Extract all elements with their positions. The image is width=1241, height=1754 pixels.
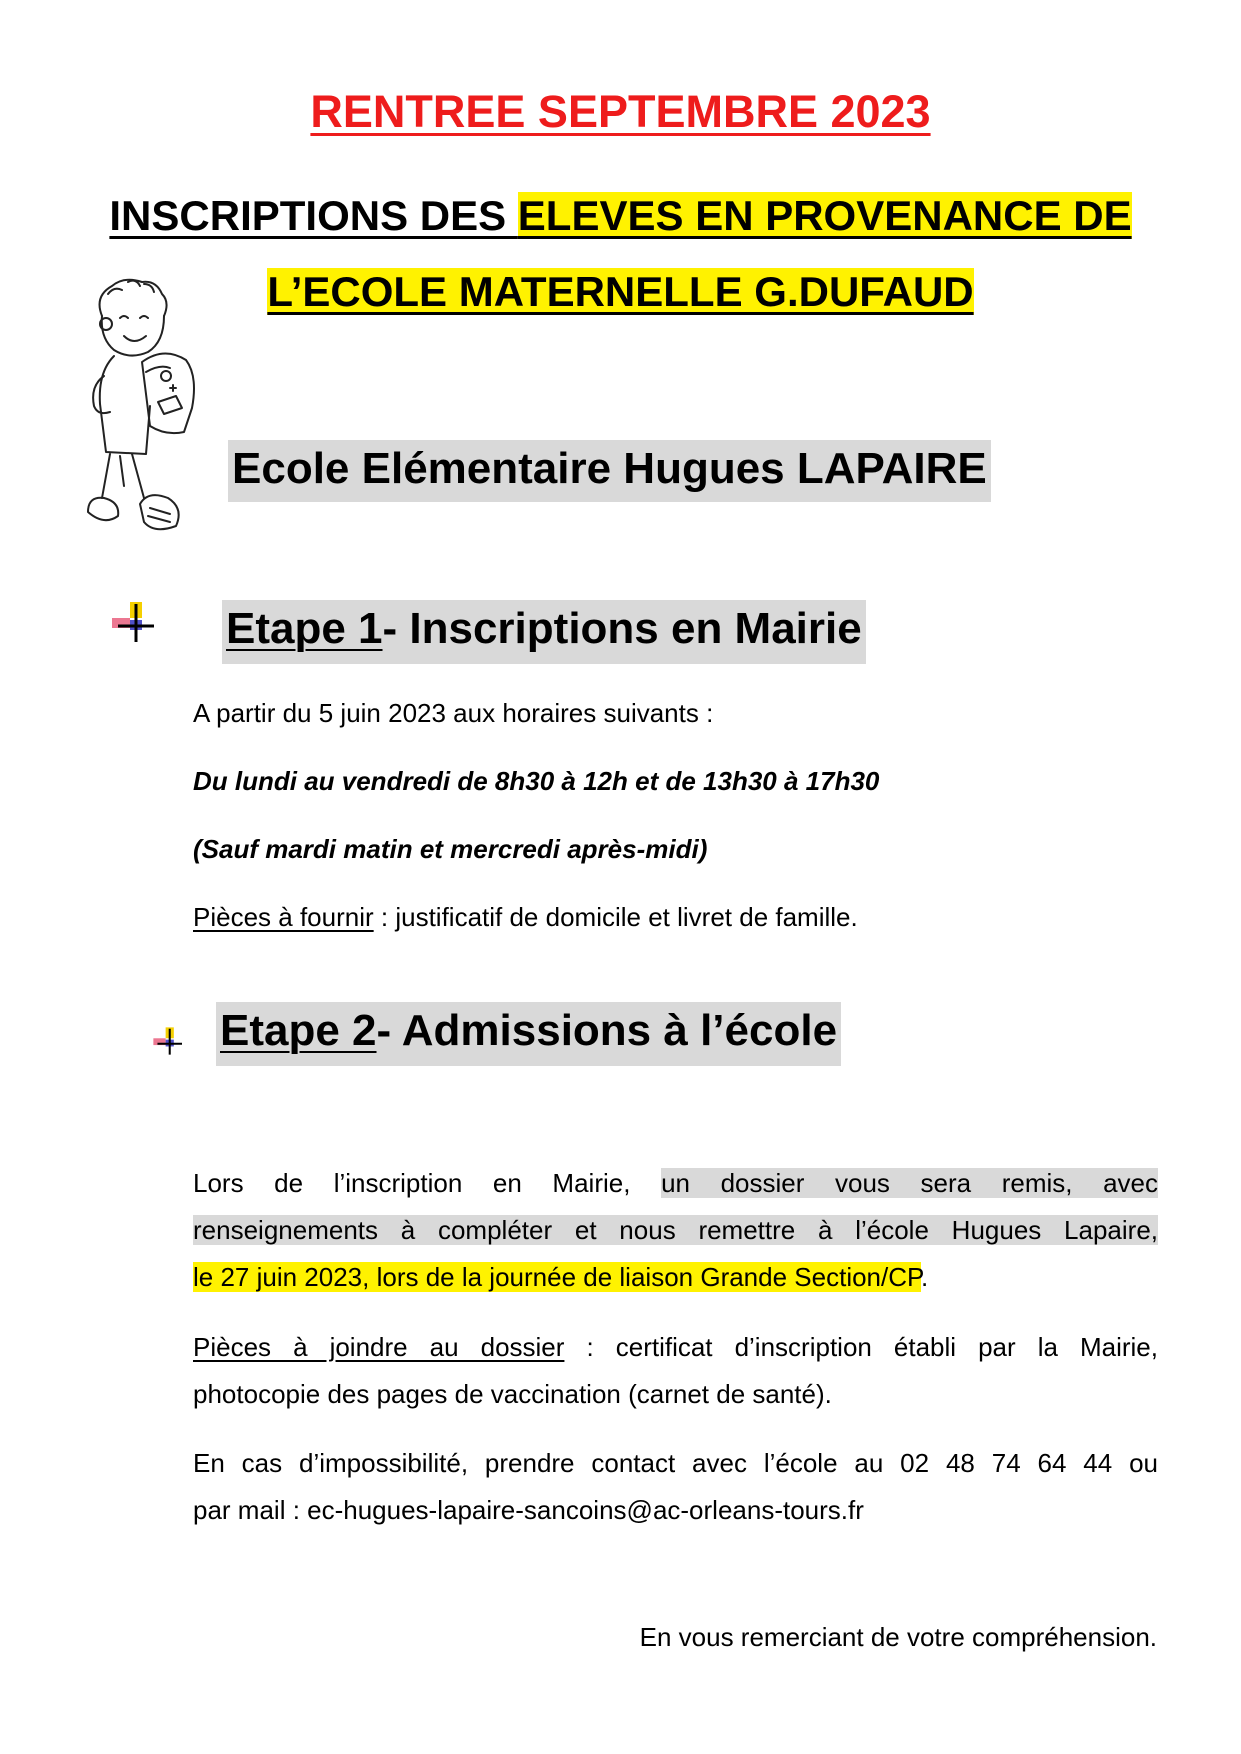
pieces-label: Pièces à joindre au dossier xyxy=(193,1332,565,1362)
pieces-line-2: photocopie des pages de vaccination (carnet de santé). xyxy=(193,1379,832,1409)
rentree-title: RENTREE SEPTEMBRE 2023 xyxy=(310,86,931,137)
dossier-line-3 xyxy=(193,1254,1158,1301)
closing-text: En vous remerciant de votre compréhension. xyxy=(639,1622,1157,1652)
step1-pieces-text: : justificatif de domicile et livret de famille. xyxy=(373,902,858,932)
step1-intro: A partir du 5 juin 2023 aux horaires suivants : xyxy=(193,698,714,728)
subtitle-prefix: INSCRIPTIONS DES xyxy=(109,192,518,239)
dossier-yellow: le 27 juin 2023, lors de la journée de liaison Grande Section/CP xyxy=(193,1262,921,1292)
step1-heading xyxy=(222,600,866,664)
dossier-gray-a: un dossier vous sera remis, avec xyxy=(661,1168,1159,1198)
step2-paragraph-dossier xyxy=(193,1160,1158,1301)
pieces-text-1: : certificat d’inscription établi par la Mairie, xyxy=(564,1332,1158,1362)
subtitle xyxy=(60,178,1181,330)
bullet-cross-icon xyxy=(152,1026,182,1056)
subtitle-highlight-1: ELEVES EN PROVENANCE DE xyxy=(517,192,1132,239)
bullet-cross-icon xyxy=(110,600,154,644)
dossier-plain: Lors de l’inscription en Mairie, xyxy=(193,1168,662,1198)
school-name: Ecole Elémentaire Hugues LAPAIRE xyxy=(228,440,991,502)
step1-exceptions: (Sauf mardi matin et mercredi après-midi) xyxy=(193,834,708,864)
contact-line-2: par mail : ec-hugues-lapaire-sancoins@ac-orleans-tours.fr xyxy=(193,1495,864,1525)
dossier-line-1 xyxy=(193,1160,1158,1207)
dossier-line-2 xyxy=(193,1207,1158,1254)
step1-pieces-label: Pièces à fournir xyxy=(193,902,374,932)
dossier-gray-b: renseignements à compléter et nous remettre à l’école Hugues Lapaire, xyxy=(193,1215,1158,1245)
step1-hours: Du lundi au vendredi de 8h30 à 12h et de 13h30 à 17h30 xyxy=(193,766,880,796)
pieces-line-1 xyxy=(193,1324,1158,1371)
subtitle-highlight-2: L’ECOLE MATERNELLE G.DUFAUD xyxy=(267,268,974,315)
dossier-end: . xyxy=(921,1262,929,1292)
step1-label: Etape 1 xyxy=(226,604,383,653)
step2-heading xyxy=(216,1002,841,1066)
contact-line-1: En cas d’impossibilité, prendre contact avec l’école au 02 48 74 64 44 ou xyxy=(193,1448,1158,1478)
step2-paragraph-contact xyxy=(193,1440,1158,1534)
step1-pieces xyxy=(193,900,858,934)
step2-title: - Admissions à l’école xyxy=(376,1006,838,1055)
step2-label: Etape 2 xyxy=(220,1006,377,1055)
page-title xyxy=(0,86,1241,138)
child-with-backpack-icon xyxy=(84,276,204,542)
step1-title: - Inscriptions en Mairie xyxy=(382,604,862,653)
step2-paragraph-pieces xyxy=(193,1324,1158,1418)
